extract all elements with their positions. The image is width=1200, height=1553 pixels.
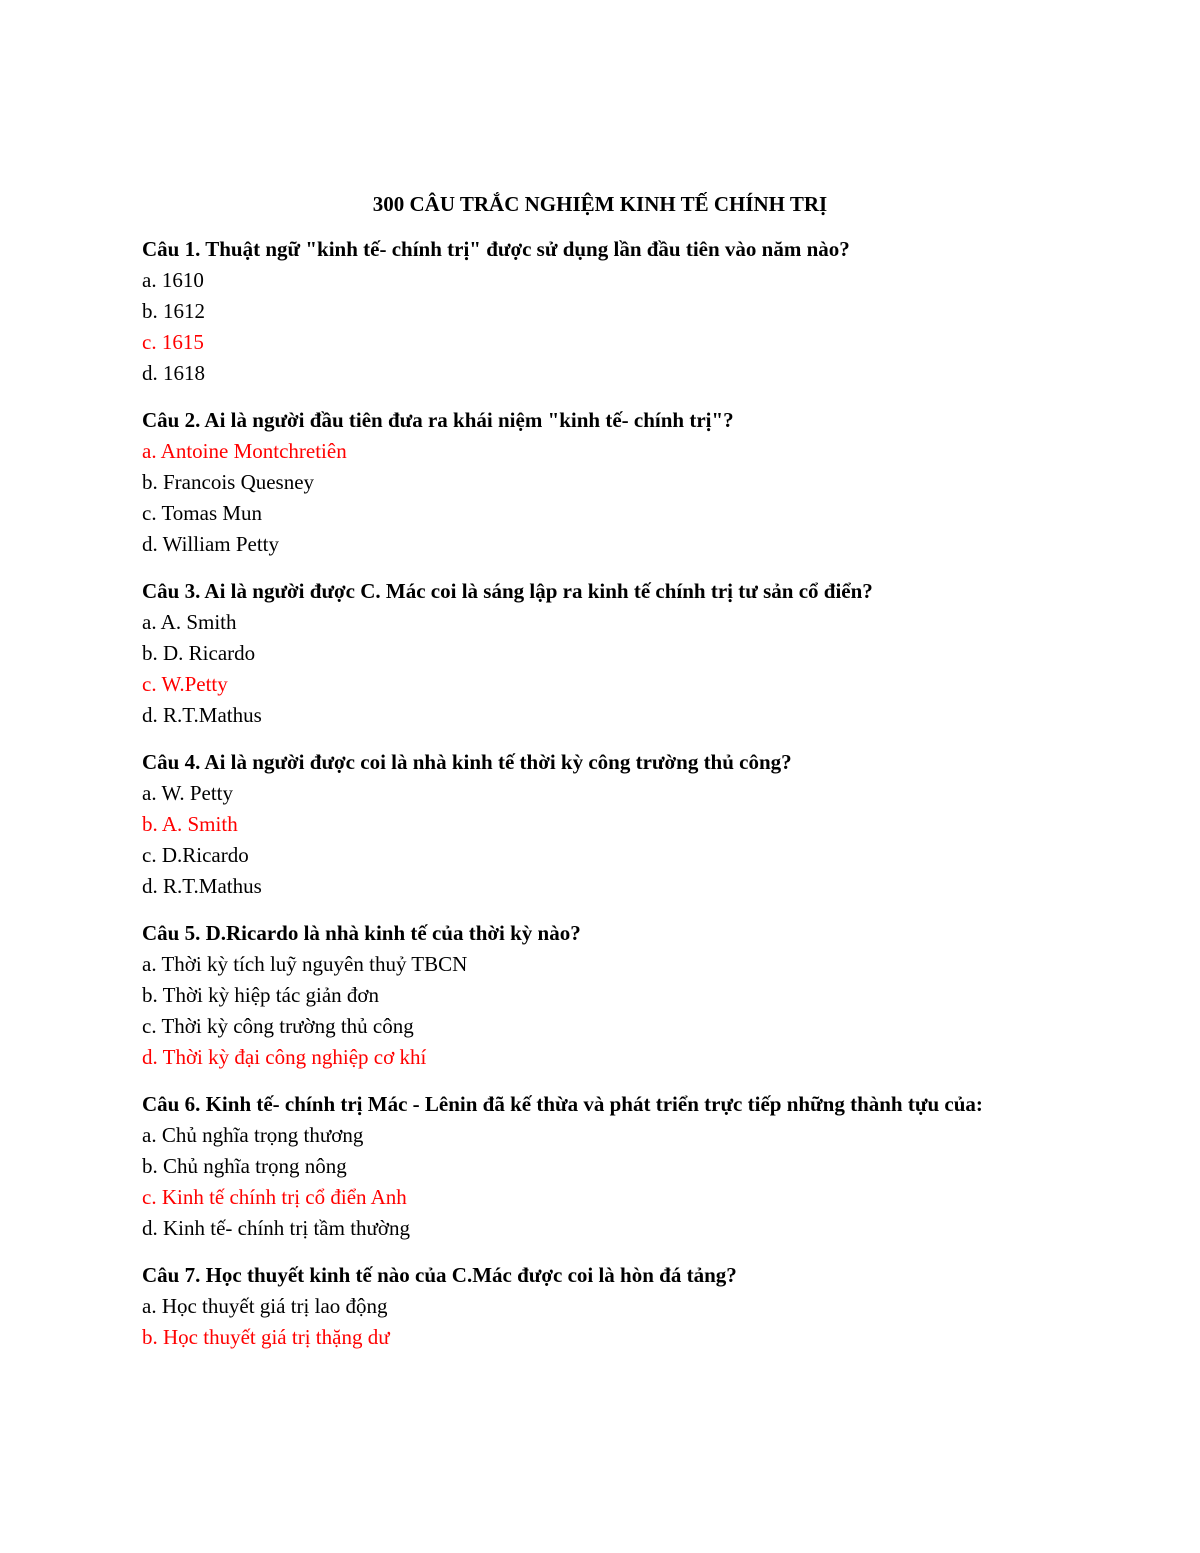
answer-option-correct: c. W.Petty — [142, 672, 228, 696]
question-text: Câu 1. Thuật ngữ "kinh tế- chính trị" được sử dụng lần đầu tiên vào năm nào? — [142, 237, 850, 261]
question-block — [142, 576, 1062, 731]
question-text: Câu 7. Học thuyết kinh tế nào của C.Mác được coi là hòn đá tảng? — [142, 1263, 737, 1287]
answer-option: a. 1610 — [142, 268, 204, 292]
question-text: Câu 3. Ai là người được C. Mác coi là sáng lập ra kinh tế chính trị tư sản cổ điển? — [142, 579, 873, 603]
answer-option: d. 1618 — [142, 361, 205, 385]
answer-option: a. A. Smith — [142, 610, 237, 634]
answer-option: b. Chủ nghĩa trọng nông — [142, 1154, 347, 1178]
answer-option-correct: d. Thời kỳ đại công nghiệp cơ khí — [142, 1045, 427, 1069]
question-block — [142, 234, 1062, 389]
answer-option-correct: c. 1615 — [142, 330, 204, 354]
question-block — [142, 747, 1062, 902]
answer-option: b. Thời kỳ hiệp tác giản đơn — [142, 983, 380, 1007]
answer-option: a. Học thuyết giá trị lao động — [142, 1294, 388, 1318]
answer-option: c. Thời kỳ công trường thủ công — [142, 1014, 414, 1038]
question-list — [142, 234, 1062, 1369]
answer-option: b. Francois Quesney — [142, 470, 315, 494]
answer-option: b. D. Ricardo — [142, 641, 256, 665]
question-text: Câu 5. D.Ricardo là nhà kinh tế của thời kỳ nào? — [142, 921, 581, 945]
answer-option: b. 1612 — [142, 299, 205, 323]
answer-option-correct: c. Kinh tế chính trị cổ điển Anh — [142, 1185, 407, 1209]
answer-option: a. W. Petty — [142, 781, 234, 805]
answer-option: a. Thời kỳ tích luỹ nguyên thuỷ TBCN — [142, 952, 468, 976]
answer-option: d. Kinh tế- chính trị tầm thường — [142, 1216, 411, 1240]
answer-option-correct: a. Antoine Montchretiên — [142, 439, 347, 463]
question-text: Câu 4. Ai là người được coi là nhà kinh tế thời kỳ công trường thủ công? — [142, 750, 792, 774]
question-block — [142, 1089, 1062, 1244]
question-text: Câu 2. Ai là người đầu tiên đưa ra khái niệm "kinh tế- chính trị"? — [142, 408, 734, 432]
answer-option-correct: b. Học thuyết giá trị thặng dư — [142, 1325, 390, 1349]
question-block — [142, 405, 1062, 560]
answer-option: c. Tomas Mun — [142, 501, 263, 525]
question-block — [142, 918, 1062, 1073]
answer-option-correct: b. A. Smith — [142, 812, 238, 836]
answer-option: d. R.T.Mathus — [142, 874, 262, 898]
answer-option: c. D.Ricardo — [142, 843, 249, 867]
question-block — [142, 1260, 1062, 1353]
answer-option: a. Chủ nghĩa trọng thương — [142, 1123, 364, 1147]
answer-option: d. R.T.Mathus — [142, 703, 262, 727]
document-title: 300 CÂU TRẮC NGHIỆM KINH TẾ CHÍNH TRỊ — [372, 192, 828, 216]
answer-option: d. William Petty — [142, 532, 280, 556]
question-text: Câu 6. Kinh tế- chính trị Mác - Lênin đã kế thừa và phát triển trực tiếp những thành tựu của: — [142, 1092, 983, 1116]
